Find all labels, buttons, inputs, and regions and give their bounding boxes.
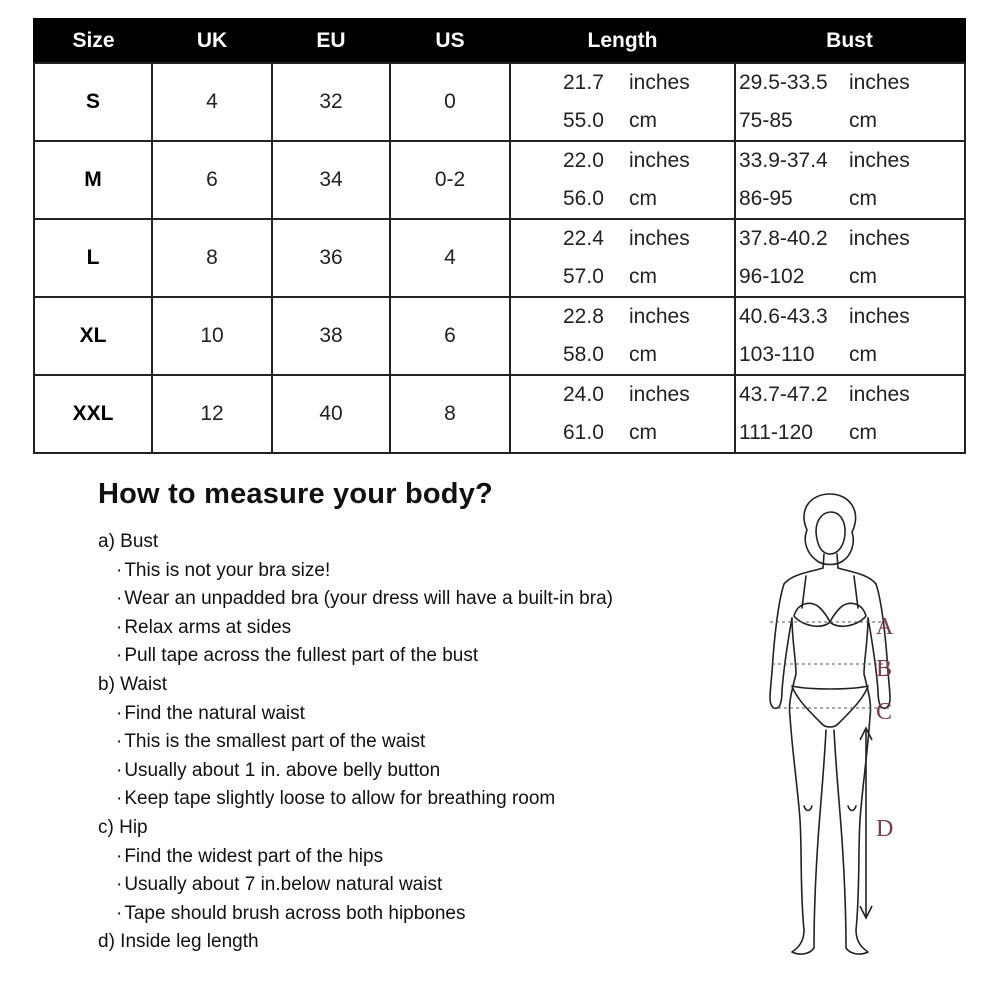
bust-cm-value: 103-110 xyxy=(739,343,815,366)
table-row xyxy=(34,375,965,453)
header-us: US xyxy=(390,19,510,63)
body-outline-icon xyxy=(740,490,920,970)
length-cm-unit: cm xyxy=(629,187,657,210)
bust-in-value: 37.8-40.2 xyxy=(739,227,828,250)
size-cell: XXL xyxy=(34,375,152,453)
length-cell xyxy=(510,297,735,375)
bust-cm-unit: cm xyxy=(849,343,877,366)
header-eu: EU xyxy=(272,19,390,63)
bust-cm-unit: cm xyxy=(849,187,877,210)
length-cm-line xyxy=(511,180,734,218)
length-in-unit: inches xyxy=(629,149,690,172)
bust-cm-unit: cm xyxy=(849,421,877,444)
figure-knees xyxy=(804,806,856,811)
bust-in-unit: inches xyxy=(849,383,910,406)
table-body xyxy=(34,63,965,453)
table-row xyxy=(34,219,965,297)
us-cell: 0-2 xyxy=(390,141,510,219)
bust-in-line xyxy=(736,376,964,414)
table-row xyxy=(34,63,965,141)
bust-in-unit: inches xyxy=(849,71,910,94)
figure-label-b: B xyxy=(876,656,893,682)
length-in-line xyxy=(511,376,734,414)
guide-tip-text: This is not your bra size! xyxy=(124,559,331,581)
figure-label-c: C xyxy=(876,699,893,725)
size-cell: S xyxy=(34,63,152,141)
bust-cell xyxy=(735,141,965,219)
bust-in-line xyxy=(736,298,964,336)
eu-cell: 40 xyxy=(272,375,390,453)
bust-cm-unit: cm xyxy=(849,265,877,288)
length-cm-line xyxy=(511,414,734,452)
size-cell: M xyxy=(34,141,152,219)
eu-cell: 32 xyxy=(272,63,390,141)
figure-right-leg xyxy=(834,716,870,954)
header-length: Length xyxy=(510,19,735,63)
figure-torso-left xyxy=(789,618,796,716)
guide-title: How to measure your body? xyxy=(98,478,493,510)
bust-cm-value: 75-85 xyxy=(739,109,793,132)
length-cm-unit: cm xyxy=(629,421,657,444)
guide-tip xyxy=(98,614,613,643)
length-in-unit: inches xyxy=(629,71,690,94)
length-in-value: 22.4 xyxy=(563,227,604,250)
eu-cell: 34 xyxy=(272,141,390,219)
bust-cm-value: 86-95 xyxy=(739,187,793,210)
figure-left-arm xyxy=(770,584,792,708)
bust-in-value: 33.9-37.4 xyxy=(739,149,828,172)
guide-tip xyxy=(98,642,613,671)
guide-tip xyxy=(98,871,613,900)
table-row xyxy=(34,297,965,375)
length-cm-line xyxy=(511,258,734,296)
body-figure-svg xyxy=(740,490,920,970)
guide-tip-text: Usually about 7 in.below natural waist xyxy=(124,874,443,896)
eu-cell: 38 xyxy=(272,297,390,375)
bust-cell xyxy=(735,375,965,453)
guide-section-label: c) Hip xyxy=(98,816,148,838)
bust-cm-line xyxy=(736,336,964,374)
size-chart-table xyxy=(33,18,966,454)
guide-tip-text: Find the natural waist xyxy=(124,702,305,724)
guide-tip xyxy=(98,900,613,929)
guide-section-label: d) Inside leg length xyxy=(98,931,259,953)
length-in-unit: inches xyxy=(629,305,690,328)
length-cm-value: 57.0 xyxy=(563,265,604,288)
guide-tip-text: Wear an unpadded bra (your dress will have a built-in bra) xyxy=(124,588,613,610)
bust-cell xyxy=(735,219,965,297)
guide-tip xyxy=(98,785,613,814)
length-cm-line xyxy=(511,336,734,374)
guide-tip-text: Keep tape slightly loose to allow for breathing room xyxy=(124,788,556,810)
figure-bra xyxy=(794,603,866,626)
figure-torso-right xyxy=(864,618,871,716)
guide-tip xyxy=(98,757,613,786)
guide-tip-text: Relax arms at sides xyxy=(124,616,292,638)
us-cell: 6 xyxy=(390,297,510,375)
figure-face xyxy=(816,512,845,554)
length-cell xyxy=(510,375,735,453)
length-cell xyxy=(510,141,735,219)
bust-in-value: 40.6-43.3 xyxy=(739,305,828,328)
guide-tip xyxy=(98,585,613,614)
guide-tip xyxy=(98,557,613,586)
us-cell: 0 xyxy=(390,63,510,141)
guide-section-label: b) Waist xyxy=(98,673,167,695)
bust-cm-unit: cm xyxy=(849,109,877,132)
length-in-value: 22.0 xyxy=(563,149,604,172)
bust-in-unit: inches xyxy=(849,149,910,172)
header-uk: UK xyxy=(152,19,272,63)
length-cm-unit: cm xyxy=(629,343,657,366)
header-bust: Bust xyxy=(735,19,965,63)
header-row xyxy=(34,19,965,63)
bust-cm-value: 96-102 xyxy=(739,265,805,288)
guide-tip-text: Usually about 1 in. above belly button xyxy=(124,759,441,781)
guide-tip-text: Tape should brush across both hipbones xyxy=(124,902,466,924)
length-in-line xyxy=(511,64,734,102)
guide-section-label: a) Bust xyxy=(98,531,159,552)
length-in-value: 24.0 xyxy=(563,383,604,406)
figure-label-d: D xyxy=(876,816,894,842)
length-cm-unit: cm xyxy=(629,109,657,132)
length-in-line xyxy=(511,142,734,180)
us-cell: 8 xyxy=(390,375,510,453)
bust-cm-line xyxy=(736,258,964,296)
figure-shoulders xyxy=(784,568,876,584)
length-in-unit: inches xyxy=(629,227,690,250)
table-row xyxy=(34,141,965,219)
guide-tip xyxy=(98,728,613,757)
figure-neck xyxy=(823,554,838,568)
uk-cell: 10 xyxy=(152,297,272,375)
bust-cm-line xyxy=(736,414,964,452)
length-cm-value: 61.0 xyxy=(563,421,604,444)
length-in-unit: inches xyxy=(629,383,690,406)
guide-tip-text: Find the widest part of the hips xyxy=(124,845,384,867)
uk-cell: 8 xyxy=(152,219,272,297)
size-cell: XL xyxy=(34,297,152,375)
bust-in-line xyxy=(736,220,964,258)
guide-tip-text: This is the smallest part of the waist xyxy=(124,731,426,753)
bust-cm-line xyxy=(736,102,964,140)
bust-in-unit: inches xyxy=(849,227,910,250)
length-in-line xyxy=(511,220,734,258)
us-cell: 4 xyxy=(390,219,510,297)
size-cell: L xyxy=(34,219,152,297)
bust-cm-value: 111-120 xyxy=(739,421,813,444)
bust-in-line xyxy=(736,142,964,180)
uk-cell: 12 xyxy=(152,375,272,453)
length-cell xyxy=(510,63,735,141)
length-cm-value: 55.0 xyxy=(563,109,604,132)
figure-label-a: A xyxy=(876,614,894,640)
figure-left-leg xyxy=(790,716,826,954)
measure-guide-list xyxy=(98,528,613,957)
length-cm-line xyxy=(511,102,734,140)
bust-in-value: 43.7-47.2 xyxy=(739,383,828,406)
header-size: Size xyxy=(34,19,152,63)
figure-briefs xyxy=(792,686,868,727)
bust-cm-line xyxy=(736,180,964,218)
eu-cell: 36 xyxy=(272,219,390,297)
bust-cell xyxy=(735,63,965,141)
length-cm-unit: cm xyxy=(629,265,657,288)
bust-in-unit: inches xyxy=(849,305,910,328)
guide-tip xyxy=(98,700,613,729)
bust-in-value: 29.5-33.5 xyxy=(739,71,828,94)
uk-cell: 6 xyxy=(152,141,272,219)
uk-cell: 4 xyxy=(152,63,272,141)
table-header xyxy=(34,19,965,63)
figure-right-arm xyxy=(868,584,893,708)
bust-in-line xyxy=(736,64,964,102)
length-in-line xyxy=(511,298,734,336)
length-in-value: 22.8 xyxy=(563,305,604,328)
guide-tip xyxy=(98,843,613,872)
guide-tip-text: Pull tape across the fullest part of the bust xyxy=(124,645,479,667)
length-cm-value: 58.0 xyxy=(563,343,604,366)
length-cm-value: 56.0 xyxy=(563,187,604,210)
length-cell xyxy=(510,219,735,297)
length-in-value: 21.7 xyxy=(563,71,604,94)
bust-cell xyxy=(735,297,965,375)
